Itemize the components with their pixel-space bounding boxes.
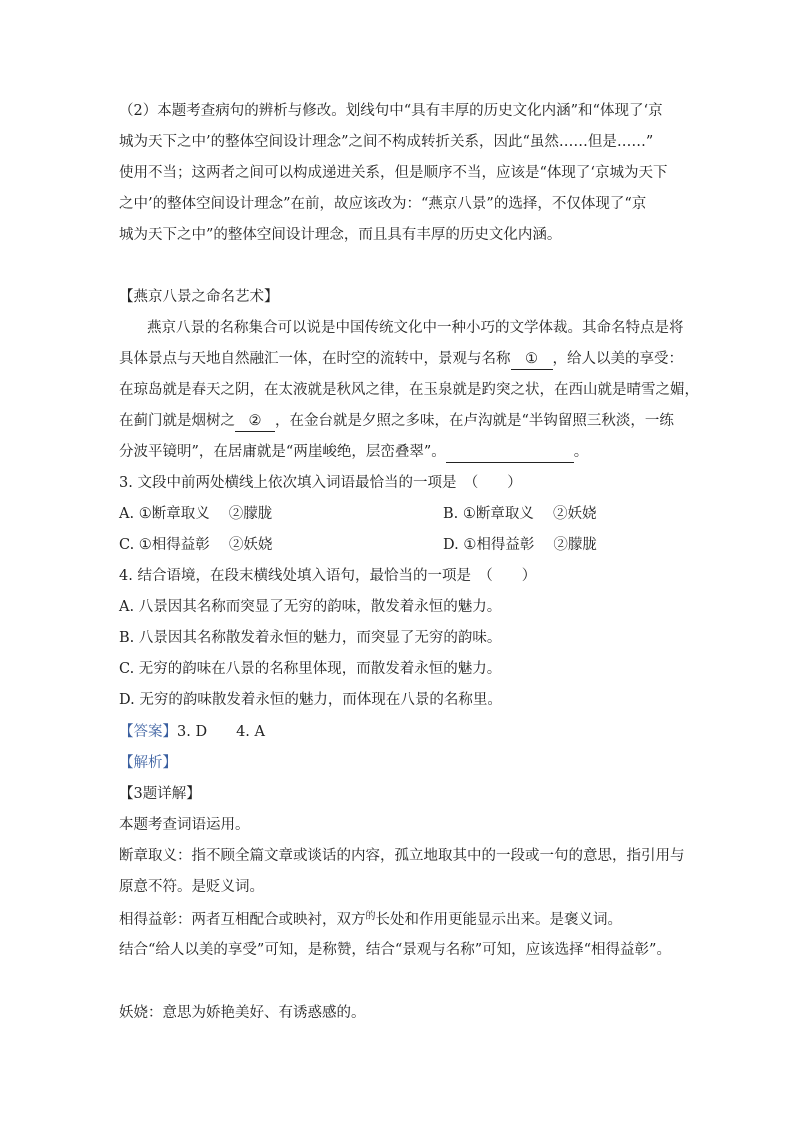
paragraph-line: 城为天下之中”的整体空间设计理念，而且具有丰厚的历史文化内涵。 [119,227,562,243]
question-4-stem: 4. 结合语境，在段末横线处填入语句，最恰当的一项是 （ ） [119,568,537,584]
q3-option-a: A. ①断章取义 ②朦胧 [119,506,273,522]
passage-line: 燕京八景的名称集合可以说是中国传统文化中一种小巧的文学体裁。其命名特点是将 [147,320,684,336]
explain-text: 相得益彰：两者互相配合或映衬，双方 [119,912,366,928]
paragraph-line: 使用不当；这两者之间可以构成递进关系，但是顺序不当，应该是“体现了‘京城为天下 [119,165,668,181]
explain-line: 结合“给人以美的享受”可知，是称赞，结合“景观与名称”可知，应该选择“相得益彰”。 [119,942,671,958]
passage-line [119,411,674,432]
question-3-stem: 3. 文段中前两处横线上依次填入词语最恰当的一项是 （ ） [119,475,522,491]
explain-line: 妖娆：意思为娇艳美好、有诱惑感的。 [119,1005,366,1021]
passage-text: ，在金台就是夕照之多味，在卢沟就是“半钩留照三秋淡，一练 [275,413,674,429]
passage-text: 在蓟门就是烟树之 [119,413,235,429]
q4-option-d: D. 无穷的韵味散发着永恒的魅力，而体现在八景的名称里。 [119,692,502,708]
q3-option-b: B. ①断章取义 ②妖娆 [443,506,597,522]
explain-line [119,910,622,930]
blank-1: ① [511,349,553,370]
explain-line: 本题考查词语运用。 [119,817,250,833]
passage-line: 在琼岛就是春天之阴，在太液就是秋风之律，在玉泉就是趵突之状，在西山就是晴雪之媚， [119,382,699,398]
explain-line: 断章取义：指不顾全篇文章或谈话的内容，孤立地取其中的一段或一句的意思，指引用与 [119,848,685,864]
q3-option-d: D. ①相得益彰 ②朦胧 [443,537,597,553]
passage-text: 分波平镜明”，在居庸就是“两崖峻绝，层峦叠翠”。 [119,444,446,460]
q3-option-c: C. ①相得益彰 ②妖娆 [119,537,273,553]
section-title: 【燕京八景之命名艺术】 [119,289,279,305]
blank-2: ② [235,411,275,432]
passage-text: ，给人以美的享受： [552,351,683,367]
passage-text: 。 [573,444,589,460]
paragraph-line: （2）本题考查病句的辨析与修改。划线句中“具有丰厚的历史文化内涵”和“体现了‘京 [119,103,663,119]
detail-label: 【3题详解】 [119,786,201,802]
explain-text: 长处和作用更能显示出来。是褒义词。 [375,912,622,928]
q4-option-c: C. 无穷的韵味在八景的名称里体现，而散发着永恒的魅力。 [119,661,502,677]
blank-3 [446,442,574,463]
paragraph-line: 城为天下之中’的整体空间设计理念”之间不构成转折关系，因此“虽然……但是……” [119,134,654,150]
q4-option-b: B. 八景因其名称散发着永恒的魅力，而突显了无穷的韵味。 [119,630,502,646]
passage-line [119,442,588,463]
q4-option-a: A. 八景因其名称而突显了无穷的韵味，散发着永恒的魅力。 [119,599,502,615]
analysis-label: 【解析】 [119,755,177,771]
answer-text: 3. D 4. A [177,724,265,740]
answer-line [119,722,265,742]
passage-line [119,349,683,370]
answer-label: 【答案】 [119,724,177,740]
passage-text: 具体景点与天地自然融汇一体，在时空的流转中，景观与名称 [119,351,511,367]
explain-line: 原意不符。是贬义词。 [119,879,264,895]
paragraph-line: 之中’的整体空间设计理念”在前，故应该改为：“燕京八景”的选择，不仅体现了“京 [119,196,647,212]
explain-sup: 的 [365,911,376,922]
